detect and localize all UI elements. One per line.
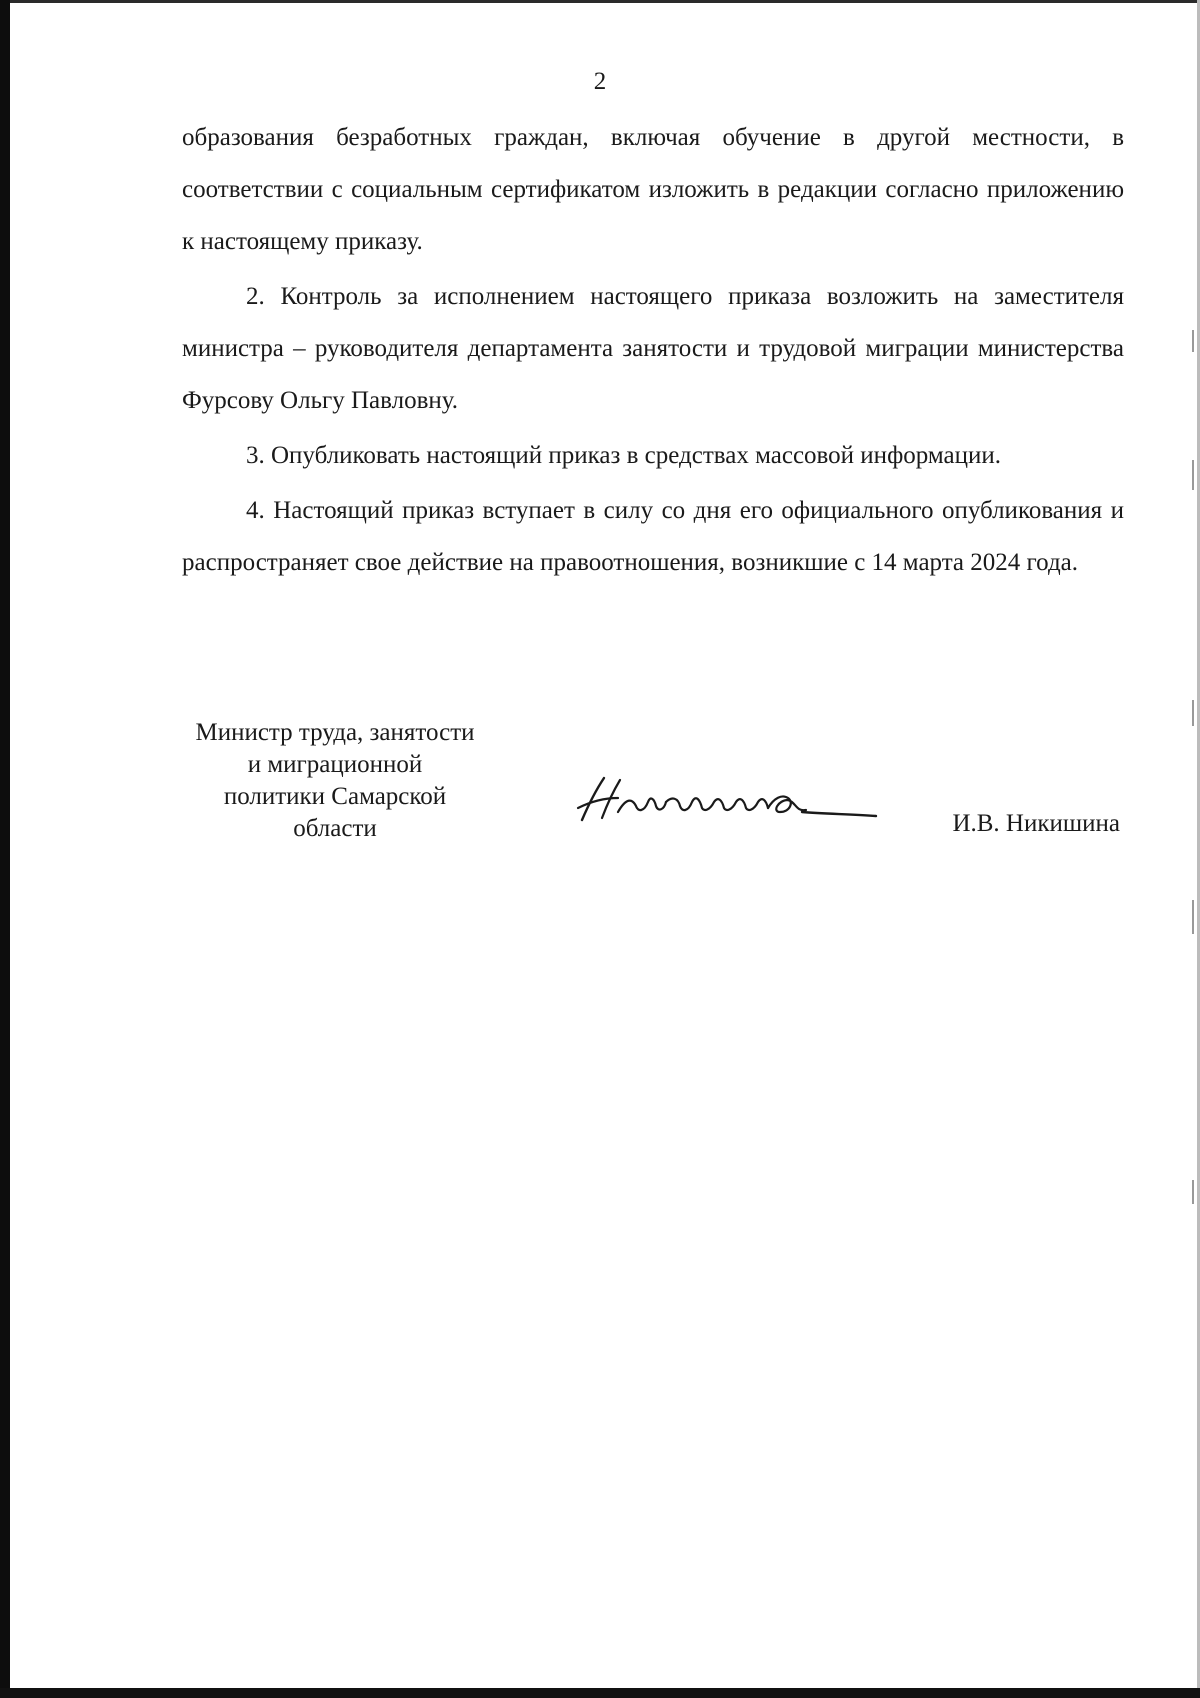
signatory-position <box>170 717 500 845</box>
signatory-position-line: Министр труда, занятости <box>195 719 475 746</box>
scan-border-top <box>10 0 1200 3</box>
scan-artifact <box>1192 1180 1194 1204</box>
scan-border-left <box>0 0 10 1698</box>
handwritten-signature <box>574 768 884 838</box>
scan-artifact <box>1192 700 1194 726</box>
signatory-position-line: политики Самарской <box>223 783 447 810</box>
paragraph-item-3: 3. Опубликовать настоящий приказ в средствах массовой информации. <box>246 442 1002 469</box>
signatory-name: И.В. Никишина <box>952 810 1120 837</box>
paragraph-item-4: 4. Настоящий приказ вступает в силу со дня его официального опубликования и распространяет свое действие на правоотношения, возникшие с 14 марта 2024 года. <box>182 497 1124 576</box>
scan-border-bottom <box>0 1688 1200 1698</box>
paragraph-item-2: 2. Контроль за исполнением настоящего приказа возложить на заместителя министра – руководителя департамента занятости и трудовой миграции министерства Фурсову Ольгу Павловну. <box>182 283 1124 414</box>
scan-artifact <box>1192 330 1194 352</box>
scan-artifact <box>1192 900 1194 934</box>
page-number: 2 <box>593 68 607 95</box>
document-body <box>182 112 1124 589</box>
signatory-position-line: области <box>293 815 377 842</box>
scan-artifact <box>1192 460 1194 490</box>
signatory-position-line: и миграционной <box>247 751 423 778</box>
paragraph-continuation: образования безработных граждан, включая обучение в другой местности, в соответствии с социальным сертификатом изложить в редакции согласно приложению к настоящему приказу. <box>182 124 1124 255</box>
